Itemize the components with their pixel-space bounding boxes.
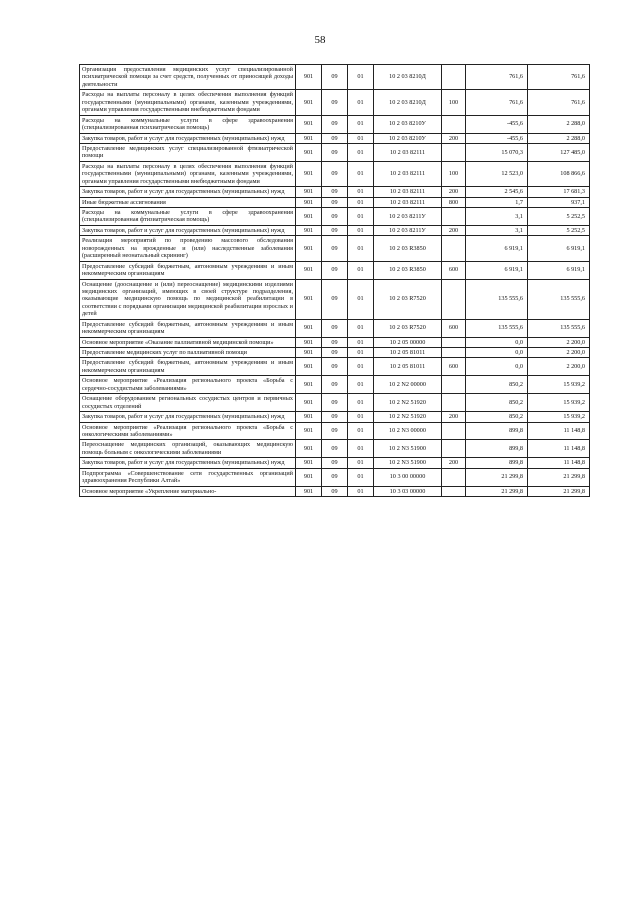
row-name-cell: Переоснащение медицинских организаций, оказывающих медицинскую помощь больным с онкологическими заболеваниями — [80, 440, 296, 458]
row-expense-type-cell: 100 — [442, 161, 466, 186]
row-section-cell: 09 — [322, 208, 348, 226]
row-amount-2-cell: 15 939,2 — [528, 412, 590, 422]
row-name-cell: Закупка товаров, работ и услуг для государственных (муниципальных) нужд — [80, 412, 296, 422]
row-amount-2-cell: 108 866,6 — [528, 161, 590, 186]
row-amount-1-cell: 3,1 — [466, 208, 528, 226]
row-grbs-cell: 901 — [296, 358, 322, 376]
row-section-cell: 09 — [322, 261, 348, 279]
row-amount-1-cell: 0,0 — [466, 348, 528, 358]
row-name-cell: Закупка товаров, работ и услуг для государственных (муниципальных) нужд — [80, 133, 296, 143]
row-section-cell: 09 — [322, 90, 348, 115]
table-row — [80, 187, 590, 197]
row-section-cell: 09 — [322, 225, 348, 235]
row-target-article-cell: 10 2 03 8210У — [374, 133, 442, 143]
table-row — [80, 65, 590, 90]
row-expense-type-cell: 100 — [442, 90, 466, 115]
row-amount-1-cell: 135 555,6 — [466, 279, 528, 319]
row-grbs-cell: 901 — [296, 261, 322, 279]
row-amount-2-cell: 17 681,3 — [528, 187, 590, 197]
row-target-article-cell: 10 2 03 R3850 — [374, 261, 442, 279]
row-amount-2-cell: 15 939,2 — [528, 394, 590, 412]
row-subsection-cell: 01 — [348, 161, 374, 186]
row-amount-1-cell: 15 070,3 — [466, 143, 528, 161]
table-row — [80, 412, 590, 422]
row-target-article-cell: 10 2 N3 51900 — [374, 440, 442, 458]
row-amount-2-cell: 5 252,5 — [528, 208, 590, 226]
row-grbs-cell: 901 — [296, 376, 322, 394]
row-section-cell: 09 — [322, 187, 348, 197]
row-subsection-cell: 01 — [348, 261, 374, 279]
row-target-article-cell: 10 2 N3 51900 — [374, 458, 442, 468]
row-amount-1-cell: 21 299,8 — [466, 486, 528, 496]
row-target-article-cell: 10 2 03 R3850 — [374, 236, 442, 261]
row-grbs-cell: 901 — [296, 161, 322, 186]
page-number: 58 — [314, 34, 326, 46]
table-row — [80, 261, 590, 279]
table-row — [80, 208, 590, 226]
row-target-article-cell: 10 2 03 8210Д — [374, 90, 442, 115]
table-row — [80, 236, 590, 261]
row-section-cell: 09 — [322, 394, 348, 412]
row-grbs-cell: 901 — [296, 348, 322, 358]
table-row — [80, 422, 590, 440]
row-subsection-cell: 01 — [348, 187, 374, 197]
row-target-article-cell: 10 2 03 R7520 — [374, 279, 442, 319]
row-amount-2-cell: 15 939,2 — [528, 376, 590, 394]
row-subsection-cell: 01 — [348, 358, 374, 376]
row-name-cell: Расходы на коммунальные услуги в сфере здравоохранения (специализированная психиатрическая помощь) — [80, 115, 296, 133]
row-amount-2-cell: 2 288,0 — [528, 115, 590, 133]
table-row — [80, 319, 590, 337]
row-expense-type-cell — [442, 376, 466, 394]
row-section-cell: 09 — [322, 458, 348, 468]
row-grbs-cell: 901 — [296, 225, 322, 235]
row-amount-2-cell: 937,1 — [528, 197, 590, 207]
row-amount-2-cell: 2 200,0 — [528, 358, 590, 376]
row-name-cell: Закупка товаров, работ и услуг для государственных (муниципальных) нужд — [80, 187, 296, 197]
row-subsection-cell: 01 — [348, 143, 374, 161]
row-expense-type-cell — [442, 394, 466, 412]
row-amount-1-cell: 850,2 — [466, 412, 528, 422]
row-name-cell: Основное мероприятие «Реализация регионального проекта «Борьба с сердечно-сосудистыми заболеваниями» — [80, 376, 296, 394]
row-section-cell: 09 — [322, 197, 348, 207]
row-amount-1-cell: 899,8 — [466, 422, 528, 440]
row-name-cell: Организация предоставления медицинских услуг специализированной психиатрической помощи за счет средств, полученных от приносящей доходы деятельности — [80, 65, 296, 90]
row-expense-type-cell: 200 — [442, 225, 466, 235]
row-amount-2-cell: 21 299,8 — [528, 468, 590, 486]
row-section-cell: 09 — [322, 65, 348, 90]
table-row — [80, 348, 590, 358]
row-section-cell: 09 — [322, 133, 348, 143]
row-grbs-cell: 901 — [296, 440, 322, 458]
row-subsection-cell: 01 — [348, 486, 374, 496]
row-target-article-cell: 10 2 N2 00000 — [374, 376, 442, 394]
row-amount-2-cell: 761,6 — [528, 90, 590, 115]
row-expense-type-cell — [442, 143, 466, 161]
row-grbs-cell: 901 — [296, 90, 322, 115]
row-expense-type-cell: 600 — [442, 261, 466, 279]
row-amount-1-cell: 2 545,6 — [466, 187, 528, 197]
table-row — [80, 90, 590, 115]
row-name-cell: Иные бюджетные ассигнования — [80, 197, 296, 207]
row-name-cell: Подпрограмма «Совершенствование сети государственных организаций здравоохранения Республики Алтай» — [80, 468, 296, 486]
row-expense-type-cell: 800 — [442, 197, 466, 207]
row-subsection-cell: 01 — [348, 197, 374, 207]
row-amount-1-cell: 761,6 — [466, 90, 528, 115]
row-expense-type-cell — [442, 65, 466, 90]
row-name-cell: Расходы на выплаты персоналу в целях обеспечения выполнения функций государственными (муниципальными) органами, казенными учреждениями, органами управления государственными внебюджетными фондами — [80, 90, 296, 115]
row-section-cell: 09 — [322, 319, 348, 337]
row-name-cell: Предоставление медицинских услуг специализированной фтизиатрической помощи — [80, 143, 296, 161]
row-target-article-cell: 10 2 03 8211У — [374, 208, 442, 226]
row-subsection-cell: 01 — [348, 468, 374, 486]
row-section-cell: 09 — [322, 236, 348, 261]
row-subsection-cell: 01 — [348, 65, 374, 90]
row-expense-type-cell: 600 — [442, 319, 466, 337]
row-expense-type-cell: 200 — [442, 458, 466, 468]
row-target-article-cell: 10 3 03 00000 — [374, 486, 442, 496]
table-row — [80, 358, 590, 376]
table-row — [80, 376, 590, 394]
row-amount-1-cell: 6 919,1 — [466, 261, 528, 279]
row-expense-type-cell: 200 — [442, 412, 466, 422]
row-subsection-cell: 01 — [348, 319, 374, 337]
table-row — [80, 337, 590, 347]
row-section-cell: 09 — [322, 422, 348, 440]
row-subsection-cell: 01 — [348, 236, 374, 261]
row-name-cell: Основное мероприятие «Оказание паллиативной медицинской помощи» — [80, 337, 296, 347]
row-amount-2-cell: 2 200,0 — [528, 337, 590, 347]
row-grbs-cell: 901 — [296, 337, 322, 347]
row-subsection-cell: 01 — [348, 115, 374, 133]
row-expense-type-cell — [442, 208, 466, 226]
row-amount-2-cell: 6 919,1 — [528, 261, 590, 279]
row-target-article-cell: 10 2 03 8211У — [374, 225, 442, 235]
row-grbs-cell: 901 — [296, 208, 322, 226]
row-target-article-cell: 10 2 03 82111 — [374, 143, 442, 161]
row-subsection-cell: 01 — [348, 337, 374, 347]
row-subsection-cell: 01 — [348, 279, 374, 319]
row-amount-2-cell: 11 148,8 — [528, 440, 590, 458]
table-row — [80, 468, 590, 486]
table-row — [80, 225, 590, 235]
row-target-article-cell: 10 2 N2 51920 — [374, 394, 442, 412]
row-subsection-cell: 01 — [348, 376, 374, 394]
row-subsection-cell: 01 — [348, 225, 374, 235]
row-name-cell: Основное мероприятие «Укрепление материально- — [80, 486, 296, 496]
row-subsection-cell: 01 — [348, 422, 374, 440]
row-grbs-cell: 901 — [296, 319, 322, 337]
row-amount-2-cell: 6 919,1 — [528, 236, 590, 261]
row-section-cell: 09 — [322, 468, 348, 486]
row-subsection-cell: 01 — [348, 440, 374, 458]
row-subsection-cell: 01 — [348, 412, 374, 422]
row-amount-2-cell: 11 148,8 — [528, 422, 590, 440]
row-expense-type-cell — [442, 115, 466, 133]
row-expense-type-cell: 600 — [442, 358, 466, 376]
row-grbs-cell: 901 — [296, 468, 322, 486]
row-amount-2-cell: 2 288,0 — [528, 133, 590, 143]
row-section-cell: 09 — [322, 440, 348, 458]
row-grbs-cell: 901 — [296, 197, 322, 207]
row-amount-2-cell: 21 299,8 — [528, 486, 590, 496]
row-section-cell: 09 — [322, 412, 348, 422]
row-grbs-cell: 901 — [296, 279, 322, 319]
row-grbs-cell: 901 — [296, 486, 322, 496]
row-expense-type-cell — [442, 348, 466, 358]
row-grbs-cell: 901 — [296, 65, 322, 90]
row-expense-type-cell — [442, 279, 466, 319]
row-section-cell: 09 — [322, 358, 348, 376]
table-row — [80, 279, 590, 319]
row-amount-2-cell: 11 148,8 — [528, 458, 590, 468]
row-name-cell: Предоставление субсидий бюджетным, автономным учреждениям и иным некоммерческим организациям — [80, 261, 296, 279]
table-row — [80, 133, 590, 143]
row-amount-1-cell: 3,1 — [466, 225, 528, 235]
row-amount-1-cell: 1,7 — [466, 197, 528, 207]
row-grbs-cell: 901 — [296, 422, 322, 440]
row-grbs-cell: 901 — [296, 115, 322, 133]
table-row — [80, 143, 590, 161]
row-section-cell: 09 — [322, 115, 348, 133]
table-body — [80, 65, 590, 497]
row-target-article-cell: 10 2 03 8210У — [374, 115, 442, 133]
row-amount-2-cell: 135 555,6 — [528, 279, 590, 319]
row-target-article-cell: 10 2 03 82111 — [374, 197, 442, 207]
row-expense-type-cell — [442, 236, 466, 261]
row-amount-2-cell: 135 555,6 — [528, 319, 590, 337]
row-grbs-cell: 901 — [296, 133, 322, 143]
row-section-cell: 09 — [322, 161, 348, 186]
row-name-cell: Реализация мероприятий по проведению массового обследования новорожденных на врожденные и (или) наследственные заболевания (расширенный неонатальный скрининг) — [80, 236, 296, 261]
row-grbs-cell: 901 — [296, 394, 322, 412]
row-subsection-cell: 01 — [348, 458, 374, 468]
row-amount-1-cell: -455,6 — [466, 133, 528, 143]
row-expense-type-cell — [442, 337, 466, 347]
row-section-cell: 09 — [322, 348, 348, 358]
row-section-cell: 09 — [322, 279, 348, 319]
row-name-cell: Предоставление субсидий бюджетным, автономным учреждениям и иным некоммерческим организациям — [80, 358, 296, 376]
row-amount-1-cell: 850,2 — [466, 394, 528, 412]
row-name-cell: Закупка товаров, работ и услуг для государственных (муниципальных) нужд — [80, 225, 296, 235]
table-row — [80, 394, 590, 412]
row-subsection-cell: 01 — [348, 90, 374, 115]
table-row — [80, 197, 590, 207]
row-grbs-cell: 901 — [296, 412, 322, 422]
row-name-cell: Основное мероприятие «Реализация регионального проекта «Борьба с онкологическими заболеваниями» — [80, 422, 296, 440]
table-row — [80, 440, 590, 458]
row-amount-1-cell: 0,0 — [466, 337, 528, 347]
row-target-article-cell: 10 2 03 82111 — [374, 187, 442, 197]
row-target-article-cell: 10 2 N3 00000 — [374, 422, 442, 440]
row-grbs-cell: 901 — [296, 458, 322, 468]
table-row — [80, 486, 590, 496]
row-name-cell: Оснащение оборудованием региональных сосудистых центров и первичных сосудистых отделений — [80, 394, 296, 412]
row-grbs-cell: 901 — [296, 143, 322, 161]
row-subsection-cell: 01 — [348, 208, 374, 226]
row-amount-1-cell: 899,8 — [466, 458, 528, 468]
row-subsection-cell: 01 — [348, 348, 374, 358]
row-amount-2-cell: 127 485,0 — [528, 143, 590, 161]
row-amount-1-cell: 899,8 — [466, 440, 528, 458]
row-section-cell: 09 — [322, 486, 348, 496]
row-amount-2-cell: 761,6 — [528, 65, 590, 90]
row-expense-type-cell — [442, 422, 466, 440]
row-name-cell: Предоставление субсидий бюджетным, автономным учреждениям и иным некоммерческим организациям — [80, 319, 296, 337]
row-amount-1-cell: 135 555,6 — [466, 319, 528, 337]
table-row — [80, 458, 590, 468]
row-amount-2-cell: 5 252,5 — [528, 225, 590, 235]
row-expense-type-cell — [442, 468, 466, 486]
row-name-cell: Закупка товаров, работ и услуг для государственных (муниципальных) нужд — [80, 458, 296, 468]
row-expense-type-cell: 200 — [442, 187, 466, 197]
row-target-article-cell: 10 2 03 8210Д — [374, 65, 442, 90]
row-amount-1-cell: 850,2 — [466, 376, 528, 394]
row-name-cell: Расходы на выплаты персоналу в целях обеспечения выполнения функций государственными (муниципальными) органами, казенными учреждениями, органами управления государственными внебюджетными фондами — [80, 161, 296, 186]
row-target-article-cell: 10 2 03 R7520 — [374, 319, 442, 337]
row-subsection-cell: 01 — [348, 133, 374, 143]
row-subsection-cell: 01 — [348, 394, 374, 412]
row-expense-type-cell: 200 — [442, 133, 466, 143]
row-target-article-cell: 10 2 N2 51920 — [374, 412, 442, 422]
row-grbs-cell: 901 — [296, 236, 322, 261]
row-grbs-cell: 901 — [296, 187, 322, 197]
table-row — [80, 161, 590, 186]
row-target-article-cell: 10 2 03 82111 — [374, 161, 442, 186]
row-target-article-cell: 10 2 05 81011 — [374, 348, 442, 358]
row-amount-1-cell: 6 919,1 — [466, 236, 528, 261]
row-section-cell: 09 — [322, 376, 348, 394]
row-amount-1-cell: 761,6 — [466, 65, 528, 90]
row-expense-type-cell — [442, 440, 466, 458]
row-amount-1-cell: 21 299,8 — [466, 468, 528, 486]
budget-table — [79, 64, 590, 497]
row-target-article-cell: 10 2 05 00000 — [374, 337, 442, 347]
row-name-cell: Оснащение (дооснащение и (или) переоснащение) медицинскими изделиями медицинских организаций, имеющих в своей структуре подразделения, оказывающие медицинскую помощь по медицинской реабилитации в соответствии с порядками организации медицинской реабилитации взрослых и детей — [80, 279, 296, 319]
row-section-cell: 09 — [322, 337, 348, 347]
row-expense-type-cell — [442, 486, 466, 496]
row-amount-2-cell: 2 200,0 — [528, 348, 590, 358]
row-amount-1-cell: -455,6 — [466, 115, 528, 133]
row-amount-1-cell: 12 523,0 — [466, 161, 528, 186]
row-section-cell: 09 — [322, 143, 348, 161]
row-name-cell: Предоставление медицинских услуг по паллиативной помощи — [80, 348, 296, 358]
row-name-cell: Расходы на коммунальные услуги в сфере здравоохранения (специализированная фтизиатрическая помощь) — [80, 208, 296, 226]
row-target-article-cell: 10 2 05 81011 — [374, 358, 442, 376]
row-amount-1-cell: 0,0 — [466, 358, 528, 376]
table-row — [80, 115, 590, 133]
row-target-article-cell: 10 3 00 00000 — [374, 468, 442, 486]
